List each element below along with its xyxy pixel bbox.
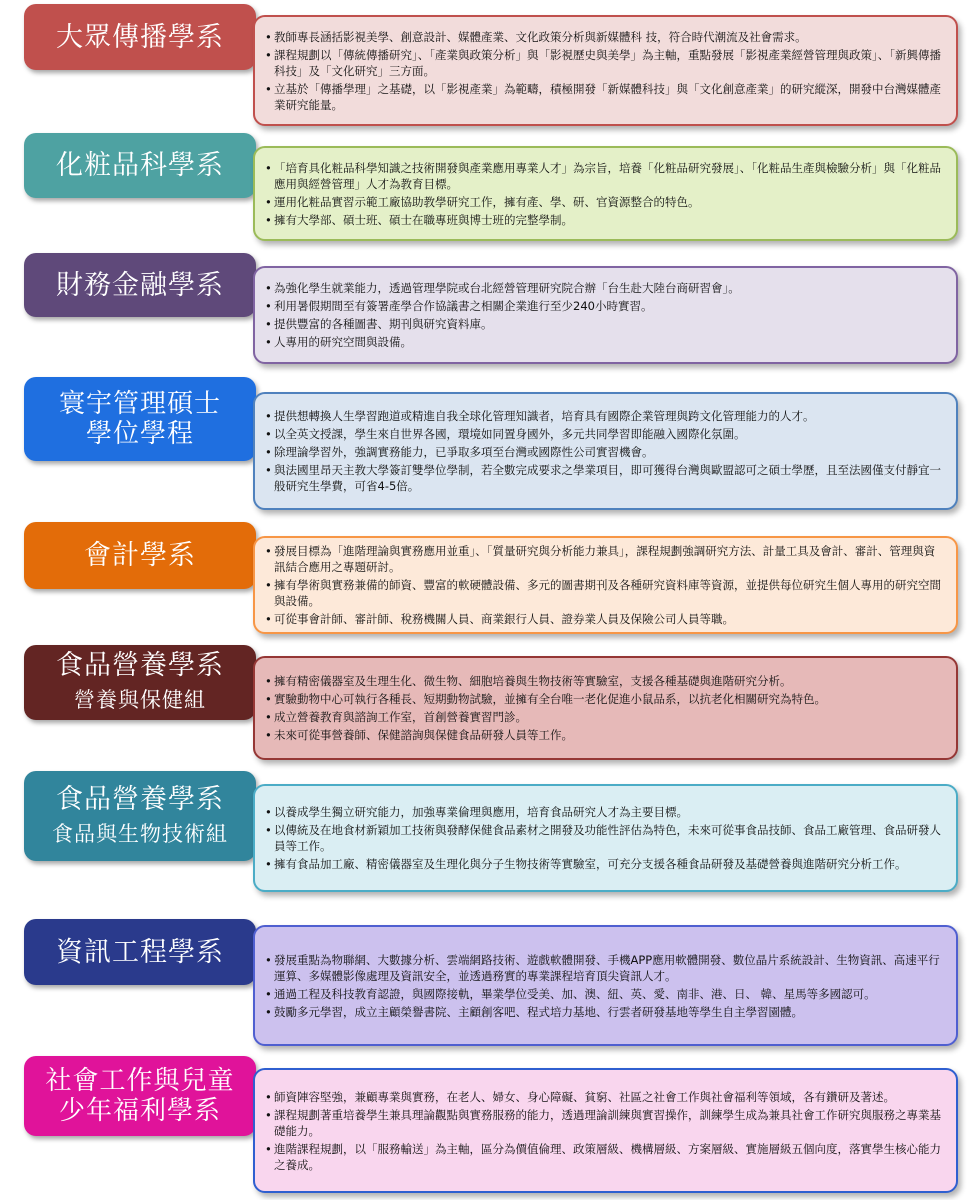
department-title-box xyxy=(24,771,256,861)
description-item: • 教師專長涵括影視美學、創意設計、媒體產業、文化政策分析與新媒體科 技，符合時代潮流及社會需求。 xyxy=(265,29,946,45)
description-item: • 以全英文授課，學生來自世界各國，環境如同置身國外，多元共同學習即能融入國際化氛圍。 xyxy=(265,426,946,442)
department-subtitle: 營養與保健組 xyxy=(74,688,206,712)
description-item: • 提供豐富的各種圖書、期刊與研究資料庫。 xyxy=(265,316,946,332)
department-title-box xyxy=(24,645,256,720)
department-title-box xyxy=(24,253,256,317)
description-item: • 鼓勵多元學習，成立主顧榮譽書院、主顧創客吧、程式培力基地、行雲者研發基地等學生自主學習園體。 xyxy=(265,1004,946,1020)
department-title: 資訊工程學系 xyxy=(56,936,224,968)
description-item: • 課程規劃著重培養學生兼具理論觀點與實務服務的能力，透過理論訓練與實習操作，訓練學生成為兼具社會工作研究與服務之專業基礎能力。 xyxy=(265,1107,946,1139)
department-subtitle: 食品與生物技術組 xyxy=(52,821,228,846)
description-item: • 除理論學習外，強調實務能力，已爭取多項至台灣或國際性公司實習機會。 xyxy=(265,444,946,460)
department-description-box xyxy=(253,266,958,364)
department-title-box xyxy=(24,522,256,589)
description-item: • 以傳統及在地食材新穎加工技術與發酵保健食品素材之開發及功能性評估為特色，未來可從事食品技師、食品工廠管理、食品研發人員等工作。 xyxy=(265,822,946,854)
description-item: • 運用化粧品實習示範工廠協助教學研究工作，擁有產、學、研、官資源整合的特色。 xyxy=(265,194,946,210)
department-description-box xyxy=(253,536,958,634)
department-title: 社會工作與兒童 少年福利學系 xyxy=(45,1066,235,1126)
department-title: 會計學系 xyxy=(84,540,196,571)
department-description-box xyxy=(253,925,958,1046)
department-description-box xyxy=(253,15,958,126)
department-description-box xyxy=(253,146,958,241)
department-title: 化粧品科學系 xyxy=(56,150,224,181)
department-title-box xyxy=(24,133,256,198)
description-item: • 「培育具化粧品科學知識之技術開發與產業應用專業人才」為宗旨，培養「化粧品研究發展」、「化粧品生產與檢驗分析」與「化粧品應用與經營管理」人才為教育目標。 xyxy=(265,160,946,192)
description-item: • 為強化學生就業能力，透過管理學院或台北經營管理研究院合辦「台生赴大陸台商研習會」。 xyxy=(265,280,946,296)
description-item: • 進階課程規劃，以「服務輸送」為主軸，區分為價值倫理、政策層級、機構層級、方案層級、實施層級五個向度，落實學生核心能力之養成。 xyxy=(265,1141,946,1173)
description-item: • 師資陣容堅強，兼顧專業與實務，在老人、婦女、身心障礙、貧窮、社區之社會工作與社會福利等領域，各有鑽研及著述。 xyxy=(265,1089,946,1105)
description-item: • 可從事會計師、審計師、稅務機關人員、商業銀行人員、證券業人員及保險公司人員等職。 xyxy=(265,611,946,627)
department-title-box xyxy=(24,4,256,70)
description-item: • 立基於「傳播學理」之基礎，以「影視產業」為範疇，積極開發「新媒體科技」與「文化創意產業」的研究縱深，開發中台灣媒體產業研究能量。 xyxy=(265,81,946,113)
description-item: • 課程規劃以「傳統傳播研究」、「產業與政策分析」與「影視歷史與美學」為主軸，重點發展「影視產業經營管理與政策」、「新興傳播科技」及「文化研究」三方面。 xyxy=(265,47,946,79)
department-title-box xyxy=(24,919,256,985)
department-description-box xyxy=(253,392,958,510)
department-title: 食品營養學系 xyxy=(56,650,224,681)
department-description-box xyxy=(253,784,958,892)
description-item: • 成立營養教育與諮詢工作室，首創營養實習門診。 xyxy=(265,709,946,725)
description-item: • 擁有學術與實務兼備的師資、豐富的軟硬體設備、多元的圖書期刊及各種研究資料庫等資源，並提供每位研究生個人專用的研究空間與設備。 xyxy=(265,577,946,609)
department-title-box xyxy=(24,377,256,461)
description-item: • 發展目標為「進階理論與實務應用並重」、「質量研究與分析能力兼具」，課程規劃強調研究方法、計量工具及會計、審計、管理與資訊結合應用之專題研討。 xyxy=(265,543,946,575)
department-title: 寰宇管理碩士 學位學程 xyxy=(58,389,221,449)
description-item: • 擁有大學部、碩士班、碩士在職專班與博士班的完整學制。 xyxy=(265,212,946,228)
description-item: • 發展重點為物聯網、大數據分析、雲端網路技術、遊戲軟體開發、手機APP應用軟體開發、數位晶片系統設計、生物資訊、高速平行運算、多媒體影像處理及資訊安全，並透過務實的專業課程培育頂尖資訊人才。 xyxy=(265,952,946,984)
description-item: • 人專用的研究空間與設備。 xyxy=(265,334,946,350)
description-item: • 擁有食品加工廠、精密儀器室及生理化與分子生物技術等實驗室，可充分支援各種食品研發及基礎營養與進階研究分析工作。 xyxy=(265,856,946,872)
department-title: 大眾傳播學系 xyxy=(56,21,224,53)
description-item: • 擁有精密儀器室及生理生化、微生物、細胞培養與生物技術等實驗室，支援各種基礎與進階研究分析。 xyxy=(265,673,946,689)
description-item: • 通過工程及科技教育認證，與國際接軌，畢業學位受美、加、澳、紐、英、愛、南非、港、日、 韓、星馬等多國認可。 xyxy=(265,986,946,1002)
description-item: • 與法國里昂天主教大學簽訂雙學位學制，若全數完成要求之學業項目，即可獲得台灣與歐盟認可之碩士學歷，且至法國僅支付靜宜一般研究生學費，可省4-5倍。 xyxy=(265,462,946,494)
department-title: 食品營養學系 xyxy=(56,783,224,815)
description-item: • 未來可從事營養師、保健諮詢與保健食品研發人員等工作。 xyxy=(265,727,946,743)
description-item: • 以養成學生獨立研究能力，加強專業倫理與應用，培育食品研究人才為主要目標。 xyxy=(265,804,946,820)
description-item: • 利用暑假期間至有簽署產學合作協議書之相關企業進行至少240小時實習。 xyxy=(265,298,946,314)
description-item: • 實驗動物中心可執行各種長、短期動物試驗，並擁有全台唯一老化促進小鼠品系，以抗老化相關研究為特色。 xyxy=(265,691,946,707)
department-description-box xyxy=(253,1068,958,1193)
department-title-box xyxy=(24,1056,256,1136)
department-title: 財務金融學系 xyxy=(56,269,224,301)
department-description-box xyxy=(253,656,958,760)
description-item: • 提供想轉換人生學習跑道或精進自我全球化管理知識者，培育具有國際企業管理與跨文化管理能力的人才。 xyxy=(265,408,946,424)
